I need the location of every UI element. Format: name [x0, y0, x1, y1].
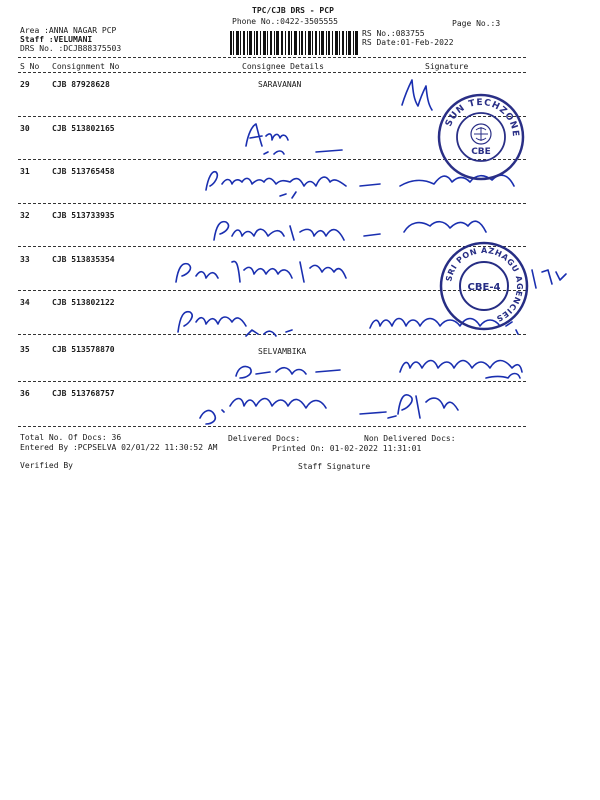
row-sno: 36: [20, 389, 30, 398]
row-sno: 33: [20, 255, 30, 264]
svg-text:CBE-4: CBE-4: [467, 282, 501, 293]
non-delivered-docs: Non Delivered Docs:: [364, 434, 456, 443]
rs-number: RS No.:083755: [362, 29, 425, 38]
drs-number: DRS No. :DCJB88375503: [20, 44, 122, 53]
rs-date: RS Date:01-Feb-2022: [362, 38, 454, 47]
divider: [18, 57, 526, 58]
svg-text:SRI PON AZHAGU AGENCIES: SRI PON AZHAGU AGENCIES: [444, 245, 525, 324]
row-sno: 31: [20, 167, 30, 176]
row-sno: 29: [20, 80, 30, 89]
divider: [18, 381, 526, 382]
col-header-sno: S No: [20, 62, 40, 71]
divider: [18, 203, 526, 204]
row-consignee: SELVAMBIKA: [258, 347, 307, 356]
row-sno: 30: [20, 124, 30, 133]
printed-on: Printed On: 01-02-2022 11:31:01: [272, 444, 422, 453]
verified-by: Verified By: [20, 461, 73, 470]
entered-by: Entered By :PCPSELVA 02/01/22 11:30:52 AM: [20, 443, 218, 452]
col-header-consignment: Consignment No: [52, 62, 120, 71]
total-docs: Total No. Of Docs: 36: [20, 433, 122, 442]
delivered-docs: Delivered Docs:: [228, 434, 301, 443]
staff-signature-label: Staff Signature: [298, 462, 371, 471]
company-stamp-sri-pon-azhagu: [438, 240, 530, 332]
svg-text:SUN TECHZONE: SUN TECHZONE: [443, 97, 521, 138]
row-consignment-no: CJB 513802165: [52, 124, 115, 133]
row-consignee: SARAVANAN: [258, 80, 302, 89]
divider: [18, 426, 526, 427]
col-header-signature: Signature: [425, 62, 469, 71]
row-consignment-no: CJB 513802122: [52, 298, 115, 307]
row-sno: 35: [20, 345, 30, 354]
svg-text:CBE: CBE: [471, 147, 491, 157]
phone-number: Phone No.:0422-3505555: [232, 17, 338, 26]
row-consignment-no: CJB 513835354: [52, 255, 115, 264]
row-consignment-no: CJB 513768757: [52, 389, 115, 398]
col-header-consignee: Consignee Details: [242, 62, 324, 71]
company-stamp-sun-techzone: [436, 92, 526, 182]
row-sno: 32: [20, 211, 30, 220]
row-consignment-no: CJB 513578870: [52, 345, 115, 354]
staff-label: Staff :VELUMANI: [20, 35, 93, 44]
divider: [18, 334, 526, 335]
row-consignment-no: CJB 513733935: [52, 211, 115, 220]
divider: [18, 72, 526, 73]
barcode-icon: [230, 31, 358, 55]
area-label: Area :ANNA NAGAR PCP: [20, 26, 117, 35]
row-sno: 34: [20, 298, 30, 307]
row-consignment-no: CJB 87928628: [52, 80, 110, 89]
row-consignment-no: CJB 513765458: [52, 167, 115, 176]
page-number: Page No.:3: [452, 19, 501, 28]
document-title: TPC/CJB DRS - PCP: [252, 6, 334, 15]
